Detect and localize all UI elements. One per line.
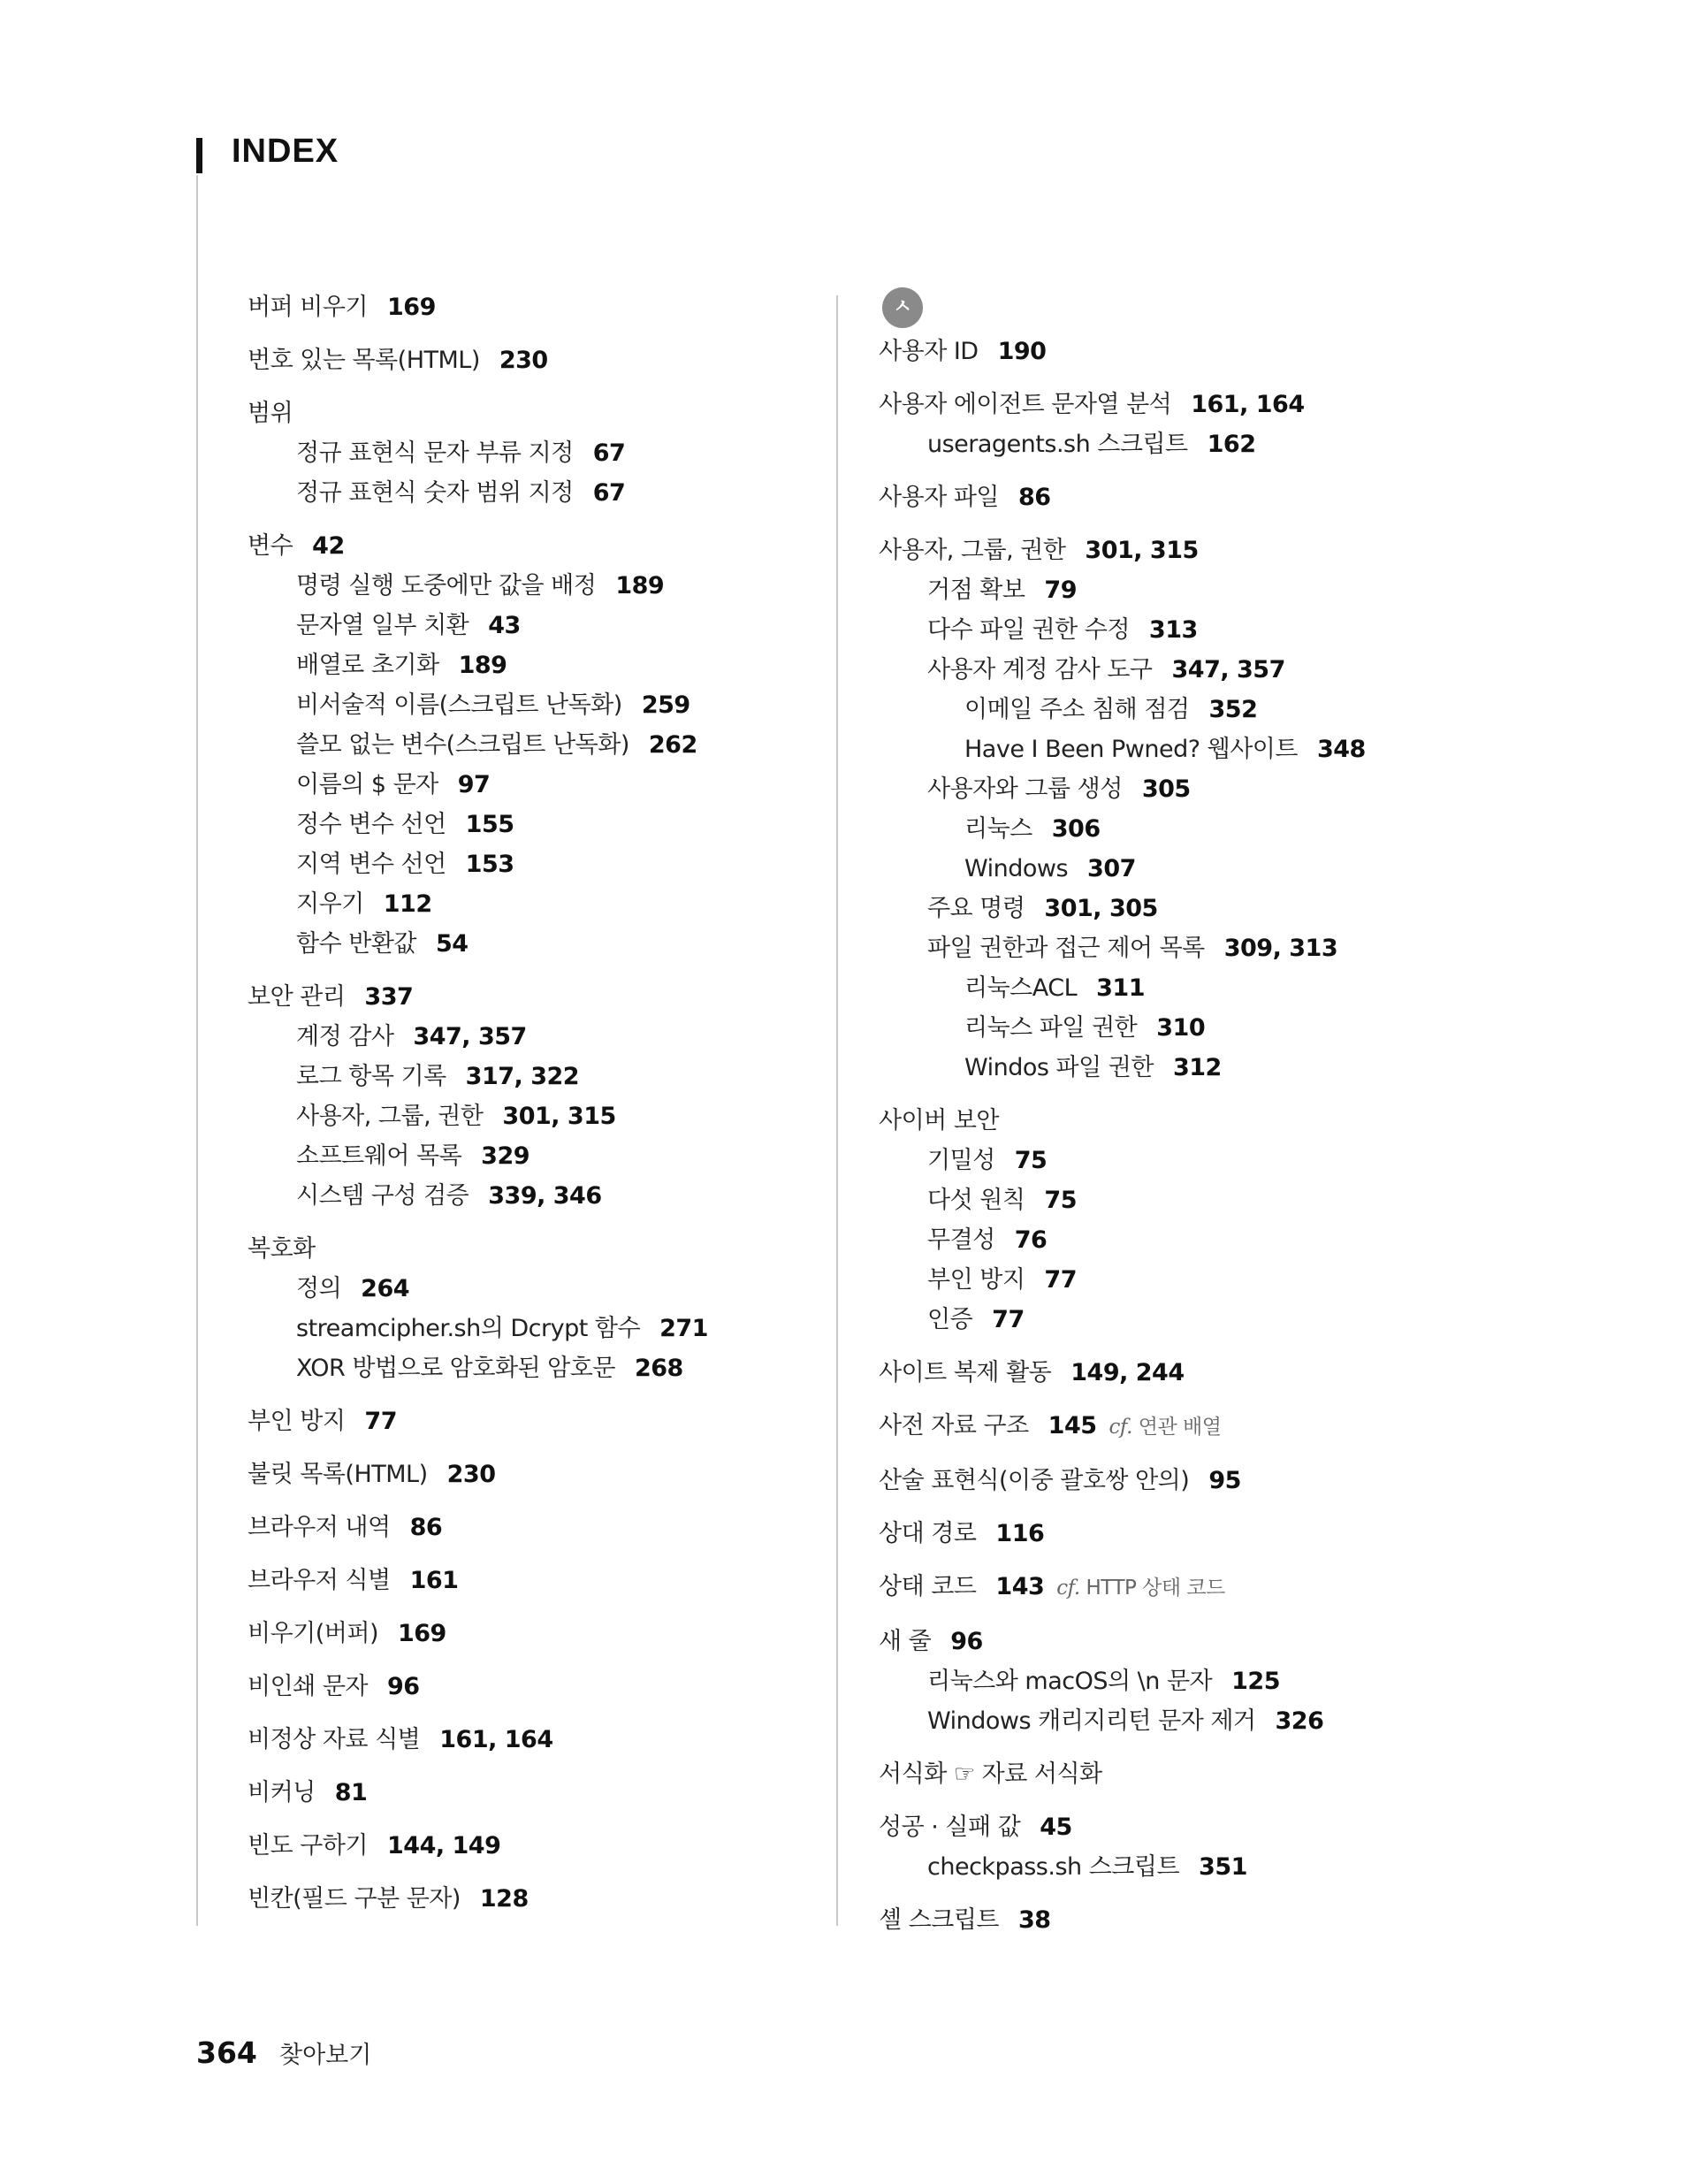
index-entry xyxy=(879,1300,1639,1340)
index-entry xyxy=(879,1141,1639,1180)
index-pages: 301, 315 xyxy=(1085,537,1199,564)
index-pages: 311 xyxy=(1096,974,1146,1002)
index-entry xyxy=(879,1567,1639,1608)
index-entry xyxy=(248,1348,813,1388)
index-entry xyxy=(248,1561,813,1600)
section-letter: ㅅ xyxy=(893,296,912,318)
index-entry xyxy=(248,725,813,765)
index-term: useragents.sh 스크립트 xyxy=(927,431,1188,458)
index-pages: 75 xyxy=(1044,1187,1077,1214)
index-entry xyxy=(879,1461,1639,1501)
index-term: Windows 캐리지리턴 문자 제거 xyxy=(927,1707,1256,1735)
index-pages: 54 xyxy=(436,930,469,958)
header-bar xyxy=(196,138,202,173)
index-term: 정규 표현식 숫자 범위 지정 xyxy=(296,479,574,507)
index-pages: 128 xyxy=(479,1885,529,1913)
index-term: 함수 반환값 xyxy=(296,930,416,958)
index-entry xyxy=(879,1406,1639,1447)
index-term: 성공 · 실패 값 xyxy=(879,1814,1021,1841)
index-pages: 145 xyxy=(1048,1412,1097,1439)
index-term: 브라우저 식별 xyxy=(248,1567,391,1594)
index-entry xyxy=(248,1229,813,1269)
index-term: Have I Been Pwned? 웹사이트 xyxy=(964,736,1298,763)
index-pages: 143 xyxy=(995,1573,1045,1600)
index-pages: 97 xyxy=(457,771,491,798)
index-entry xyxy=(879,385,1639,424)
index-entry xyxy=(248,805,813,844)
index-pages: 307 xyxy=(1087,855,1136,882)
index-entry xyxy=(879,928,1639,968)
index-cross-reference xyxy=(1109,1416,1222,1439)
cross-reference-text: HTTP 상태 코드 xyxy=(1086,1577,1225,1600)
index-pages: 329 xyxy=(481,1142,530,1170)
index-pages: 67 xyxy=(592,439,626,467)
index-entry xyxy=(879,1661,1639,1701)
index-pages: 347, 357 xyxy=(413,1023,527,1050)
index-term: Windows xyxy=(964,855,1069,882)
index-entry xyxy=(248,1096,813,1136)
index-pages: 351 xyxy=(1199,1853,1247,1881)
index-entry xyxy=(248,1667,813,1707)
index-pages: 162 xyxy=(1207,431,1256,458)
index-entry xyxy=(879,1622,1639,1661)
index-pages: 112 xyxy=(383,890,432,918)
index-term: 무결성 xyxy=(927,1226,995,1254)
index-entry xyxy=(248,1309,813,1348)
index-term: 사이트 복제 활동 xyxy=(879,1359,1052,1386)
index-term: 거점 확보 xyxy=(927,577,1025,604)
index-term: 복호화 xyxy=(248,1235,316,1263)
index-pages: 43 xyxy=(488,612,521,639)
index-term: 인증 xyxy=(927,1306,973,1333)
left-rule xyxy=(196,175,198,1926)
index-term: XOR 방법으로 암호화된 암호문 xyxy=(296,1355,615,1382)
column-divider xyxy=(836,295,838,1926)
index-entry xyxy=(248,1136,813,1176)
index-pages: 77 xyxy=(364,1408,397,1435)
index-term: 파일 권한과 접근 제어 목록 xyxy=(927,935,1205,962)
index-term: 시스템 구성 검증 xyxy=(296,1182,469,1210)
index-entry xyxy=(879,610,1639,650)
index-pages: 306 xyxy=(1051,815,1101,843)
index-entry xyxy=(248,645,813,685)
index-term: 사이버 보안 xyxy=(879,1107,999,1134)
index-pages: 169 xyxy=(387,294,436,321)
index-pages: 347, 357 xyxy=(1171,656,1285,683)
index-term: 비인쇄 문자 xyxy=(248,1673,368,1700)
index-pages: 230 xyxy=(499,347,548,374)
index-term: 보안 관리 xyxy=(248,983,346,1011)
index-term: 지역 변수 선언 xyxy=(296,851,446,878)
index-term: 지우기 xyxy=(296,890,364,918)
index-pages: 326 xyxy=(1275,1707,1324,1735)
cf-marker: cf. xyxy=(1056,1577,1080,1600)
section-letter-badge xyxy=(882,287,923,328)
index-cross-reference xyxy=(1056,1577,1225,1600)
index-term: 사용자 파일 xyxy=(879,484,999,511)
index-term: 산술 표현식(이중 괄호쌍 안의) xyxy=(879,1467,1190,1494)
index-pages: 161, 164 xyxy=(1191,391,1305,418)
index-pages: 339, 346 xyxy=(488,1182,602,1210)
index-entry xyxy=(248,1017,813,1057)
index-entry xyxy=(248,1826,813,1866)
index-pages: 42 xyxy=(312,532,345,560)
index-pages: 348 xyxy=(1316,736,1366,763)
index-term: 주요 명령 xyxy=(927,895,1025,922)
index-term: 사용자와 그룹 생성 xyxy=(927,775,1123,803)
index-term: 정수 변수 선언 xyxy=(296,811,446,838)
index-term: 상태 코드 xyxy=(879,1573,977,1600)
index-entry xyxy=(879,570,1639,610)
index-pages: 79 xyxy=(1044,577,1077,604)
index-pages: 313 xyxy=(1148,616,1198,644)
index-term: 사전 자료 구조 xyxy=(879,1412,1029,1439)
index-term: 상대 경로 xyxy=(879,1520,977,1547)
index-pages: 45 xyxy=(1040,1814,1072,1841)
index-entry xyxy=(248,1614,813,1653)
index-entry xyxy=(248,924,813,964)
index-entry xyxy=(248,1773,813,1813)
index-term: 다수 파일 권한 수정 xyxy=(927,616,1130,644)
index-term: 부인 방지 xyxy=(248,1408,346,1435)
index-term: 셸 스크립트 xyxy=(879,1906,999,1934)
index-entry xyxy=(879,809,1639,849)
index-pages: 77 xyxy=(992,1306,1025,1333)
index-pages: 262 xyxy=(648,731,697,759)
index-entry xyxy=(248,287,813,327)
index-entry xyxy=(879,1754,1639,1794)
index-pages: 144, 149 xyxy=(387,1832,501,1859)
index-pages: 169 xyxy=(397,1620,446,1647)
index-entry xyxy=(879,889,1639,928)
index-entry xyxy=(248,566,813,606)
index-pages: 230 xyxy=(446,1461,496,1488)
index-pages: 301, 315 xyxy=(502,1103,616,1130)
index-pages: 96 xyxy=(387,1673,420,1700)
index-entry xyxy=(879,1514,1639,1554)
index-entry xyxy=(248,526,813,566)
index-entry xyxy=(248,765,813,805)
index-term: 번호 있는 목록(HTML) xyxy=(248,347,480,374)
index-pages: 312 xyxy=(1172,1054,1222,1081)
index-entry xyxy=(248,1720,813,1760)
index-entry xyxy=(879,1847,1639,1887)
index-pages: 259 xyxy=(641,691,690,719)
index-pages: 305 xyxy=(1141,775,1191,803)
index-term: 이메일 주소 침해 점검 xyxy=(964,696,1190,723)
index-pages: 96 xyxy=(950,1628,983,1655)
index-pages: 337 xyxy=(364,983,414,1011)
index-term: 사용자, 그룹, 권한 xyxy=(879,537,1066,564)
index-entry xyxy=(248,433,813,473)
index-entry xyxy=(879,477,1639,517)
index-pages: 309, 313 xyxy=(1223,935,1338,962)
index-term: 리눅스 파일 권한 xyxy=(964,1014,1138,1042)
index-pages: 86 xyxy=(409,1514,443,1541)
index-term: streamcipher.sh의 Dcrypt 함수 xyxy=(296,1315,641,1342)
index-term: 사용자 ID xyxy=(879,338,979,365)
index-entry xyxy=(879,690,1639,729)
index-entry xyxy=(879,1008,1639,1048)
page-title: INDEX xyxy=(232,133,339,170)
index-pages: 125 xyxy=(1231,1668,1280,1695)
index-term: 계정 감사 xyxy=(296,1023,394,1050)
index-term: 서식화 ☞ 자료 서식화 xyxy=(879,1760,1102,1788)
index-pages: 81 xyxy=(334,1779,368,1806)
index-entry xyxy=(879,531,1639,570)
index-term: 빈칸(필드 구분 문자) xyxy=(248,1885,461,1913)
index-term: 쓸모 없는 변수(스크립트 난독화) xyxy=(296,731,629,759)
index-entry xyxy=(879,849,1639,889)
index-entry xyxy=(879,332,1639,371)
index-column-right xyxy=(879,287,1639,1940)
index-entry xyxy=(248,685,813,725)
index-entry xyxy=(879,1180,1639,1220)
index-term: 비정상 자료 식별 xyxy=(248,1726,421,1753)
index-pages: 310 xyxy=(1156,1014,1206,1042)
index-term: 버퍼 비우기 xyxy=(248,294,368,321)
index-pages: 352 xyxy=(1208,696,1258,723)
cf-marker: cf. xyxy=(1109,1416,1132,1439)
index-term: 비서술적 이름(스크립트 난독화) xyxy=(296,691,622,719)
index-term: 리눅스와 macOS의 \n 문자 xyxy=(927,1668,1213,1695)
index-entry xyxy=(879,1353,1639,1393)
index-entry xyxy=(879,1048,1639,1088)
index-entry xyxy=(879,729,1639,769)
index-entry xyxy=(879,1220,1639,1260)
index-entry xyxy=(248,1455,813,1494)
index-entry xyxy=(879,1260,1639,1300)
index-term: 사용자 에이전트 문자열 분석 xyxy=(879,391,1172,418)
index-pages: 86 xyxy=(1018,484,1051,511)
index-term: 비커닝 xyxy=(248,1779,316,1806)
index-term: 문자열 일부 치환 xyxy=(296,612,469,639)
page-footer xyxy=(196,2035,371,2070)
index-term: 명령 실행 도중에만 값을 배정 xyxy=(296,572,597,599)
index-pages: 149, 244 xyxy=(1070,1359,1185,1386)
index-pages: 38 xyxy=(1018,1906,1051,1934)
index-term: 브라우저 내역 xyxy=(248,1514,391,1541)
index-entry xyxy=(248,1057,813,1096)
index-pages: 153 xyxy=(465,851,514,878)
index-pages: 190 xyxy=(997,338,1047,365)
index-entry xyxy=(248,977,813,1017)
index-entry xyxy=(248,393,813,433)
index-term: 리눅스 xyxy=(964,815,1032,843)
index-entry xyxy=(248,1879,813,1919)
page-number: 364 xyxy=(196,2035,257,2070)
index-entry xyxy=(879,424,1639,464)
index-term: 정의 xyxy=(296,1275,342,1302)
index-pages: 317, 322 xyxy=(465,1063,580,1090)
index-term: 범위 xyxy=(248,400,293,427)
index-term: 새 줄 xyxy=(879,1628,932,1655)
index-term: checkpass.sh 스크립트 xyxy=(927,1853,1180,1881)
index-pages: 116 xyxy=(995,1520,1045,1547)
index-entry xyxy=(248,473,813,513)
index-term: 빈도 구하기 xyxy=(248,1832,368,1859)
index-term: Windos 파일 권한 xyxy=(964,1054,1154,1081)
index-entry xyxy=(879,1807,1639,1847)
index-entry xyxy=(879,1701,1639,1741)
index-pages: 67 xyxy=(592,479,626,507)
index-pages: 76 xyxy=(1014,1226,1048,1254)
index-term: 다섯 원칙 xyxy=(927,1187,1025,1214)
index-entry xyxy=(879,1900,1639,1940)
index-pages: 264 xyxy=(361,1275,410,1302)
index-term: 변수 xyxy=(248,532,293,560)
index-pages: 301, 305 xyxy=(1044,895,1158,922)
index-pages: 271 xyxy=(659,1315,708,1342)
index-entry xyxy=(248,1176,813,1216)
index-entry xyxy=(248,1508,813,1547)
index-term: 불릿 목록(HTML) xyxy=(248,1461,428,1488)
index-pages: 75 xyxy=(1014,1147,1048,1174)
index-term: 소프트웨어 목록 xyxy=(296,1142,462,1170)
index-entry xyxy=(879,650,1639,690)
index-entry xyxy=(248,606,813,645)
index-entry xyxy=(248,884,813,924)
index-entry xyxy=(248,340,813,380)
index-entry xyxy=(879,1101,1639,1141)
index-term: 정규 표현식 문자 부류 지정 xyxy=(296,439,574,467)
index-term: 배열로 초기화 xyxy=(296,652,439,679)
index-pages: 95 xyxy=(1208,1467,1241,1494)
index-term: 사용자 계정 감사 도구 xyxy=(927,656,1153,683)
index-entry xyxy=(879,769,1639,809)
index-entry xyxy=(248,844,813,884)
index-entry xyxy=(248,1401,813,1441)
index-column-left xyxy=(248,287,813,1919)
index-entry xyxy=(879,968,1639,1008)
index-pages: 161, 164 xyxy=(439,1726,553,1753)
index-term: 비우기(버퍼) xyxy=(248,1620,378,1647)
index-term: 로그 항목 기록 xyxy=(296,1063,446,1090)
index-pages: 189 xyxy=(458,652,507,679)
index-pages: 268 xyxy=(634,1355,683,1382)
index-pages: 155 xyxy=(465,811,514,838)
index-pages: 161 xyxy=(409,1567,459,1594)
index-term: 부인 방지 xyxy=(927,1266,1025,1294)
index-term: 기밀성 xyxy=(927,1147,995,1174)
cross-reference-text: 연관 배열 xyxy=(1138,1416,1222,1439)
footer-label: 찾아보기 xyxy=(278,2042,372,2069)
index-pages: 77 xyxy=(1044,1266,1077,1294)
index-term: 사용자, 그룹, 권한 xyxy=(296,1103,484,1130)
index-pages: 189 xyxy=(615,572,665,599)
index-term: 리눅스ACL xyxy=(964,974,1078,1002)
index-entry xyxy=(248,1269,813,1309)
index-term: 이름의 $ 문자 xyxy=(296,771,438,798)
